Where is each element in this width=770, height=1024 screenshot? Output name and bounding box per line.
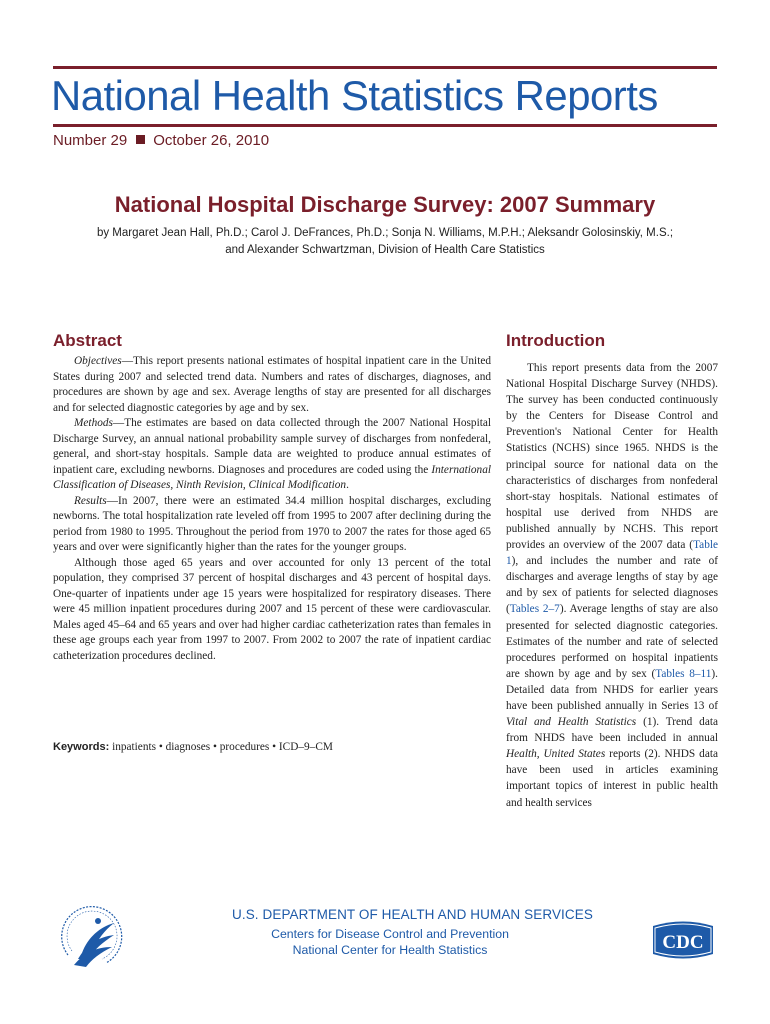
- objectives-text: —This report presents national estimates of hospital inpatient care in the United States during 2007 and selected trend data. Numbers and rates of discharges, diagnoses, and procedures are shown by age and sex. Average lengths of stay are presented for all discharges and for selected diagnostic categories by age and by sex.: [53, 355, 491, 414]
- keywords-list: inpatients • diagnoses • procedures • ICD–9–CM: [112, 741, 333, 753]
- objectives-label: Objectives: [74, 355, 122, 367]
- cdc-logo-text: CDC: [662, 932, 704, 953]
- introduction-heading: Introduction: [506, 331, 606, 350]
- authors-line-1: by Margaret Jean Hall, Ph.D.; Carol J. DeFrances, Ph.D.; Sonja N. Williams, M.P.H.; Aleksandr Golosinskiy, M.S.;: [96, 227, 674, 239]
- authors: [30, 225, 740, 259]
- abstract-paragraph-4: Although those aged 65 years and over accounted for only 13 percent of the total population, they comprised 37 percent of hospital discharges and 43 percent of hospital days. One-quarter of inpatients under age 15 years were hospitalized for respiratory diseases. There were 45 million inpatient procedures during 2007 and 15 percent of these were cardiovascular. Males aged 45–64 and 65 years and over had higher cardiac catheterization rates than females in these age groups each year from 1997 to 2007. From 2002 to 2007 the rate of inpatient cardiac catheterization procedures declined.: [53, 556, 491, 662]
- abstract-heading: Abstract: [53, 331, 122, 350]
- link-tables-2-7[interactable]: Tables 2–7: [509, 603, 560, 616]
- issue-line: [53, 132, 269, 149]
- intro-text-2: ), and includes the number and rate of discharges and average lengths of stay by age and by sex of patients for selected diagnoses (: [506, 555, 718, 616]
- methods-text: —The estimates are based on data collected through the 2007 National Hospital Discharge Survey, an annual national probability sample survey of discharges from nonfederal, general, and short-stay hospitals. Sample data are weighted to produce annual estimates of inpatient care, excluding newborns. Diagnoses and procedures are coded using the: [53, 417, 491, 476]
- intro-text-5: (1). Trend data from NHDS have been included in annual: [506, 716, 718, 745]
- authors-line-2: and Alexander Schwartzman, Division of Health Care Statistics: [225, 244, 545, 256]
- health-united-states-title: Health, United States: [506, 748, 606, 761]
- masthead-rule: [53, 124, 717, 127]
- hhs-department: U.S. DEPARTMENT OF HEALTH AND HUMAN SERVICES: [232, 907, 593, 922]
- issue-number: Number 29: [53, 132, 128, 149]
- methods-label: Methods: [74, 417, 113, 429]
- introduction-paragraph: [506, 360, 718, 811]
- results-label: Results: [74, 494, 107, 507]
- abstract-body: [53, 354, 491, 664]
- cdc-name: Centers for Disease Control and Prevention: [271, 927, 509, 941]
- masthead-title: National Health Statistics Reports: [51, 72, 658, 119]
- link-table-1[interactable]: Table 1: [506, 539, 718, 568]
- hhs-seal-icon: [54, 893, 124, 971]
- abstract-methods: [53, 416, 491, 494]
- keywords: [53, 741, 333, 753]
- square-bullet-icon: [136, 135, 145, 144]
- abstract-results: [53, 494, 491, 556]
- methods-text-end: .: [346, 479, 349, 491]
- nchs-name: National Center for Health Statistics: [292, 943, 488, 957]
- keywords-label: Keywords:: [53, 741, 110, 753]
- intro-text-6: reports (2). NHDS data have been used in articles examining important topics of interest in public health and health services: [506, 748, 718, 809]
- icd-title: International Classification of Diseases, Ninth Revision, Clinical Modification: [53, 463, 491, 491]
- issue-date: October 26, 2010: [153, 132, 270, 149]
- results-text: —In 2007, there were an estimated 34.4 million hospital discharges, excluding newborns. The total hospitalization rate leveled off from 1995 to 2007 after declining during the period from 1980 to 1995. Throughout the period from 1970 to 2007 the rates for those aged 65 years and over were significantly higher than the rates for the younger groups.: [53, 494, 491, 553]
- abstract-objectives: [53, 354, 491, 416]
- link-tables-8-11[interactable]: Tables 8–11: [655, 667, 712, 680]
- intro-text-3: ). Average lengths of stay are also presented for selected diagnostic categories. Estimates of the number and rate of selected procedures performed on hospital inpatients are shown by age and by sex (: [506, 603, 719, 680]
- intro-text-4: ). Detailed data from NHDS for earlier years have been published annually in Series 13 of: [506, 667, 718, 712]
- cdc-logo-icon: [652, 916, 714, 964]
- vital-health-statistics-title: Vital and Health Statistics: [506, 716, 637, 729]
- intro-text-1: This report presents data from the 2007 National Hospital Discharge Survey (NHDS). The survey has been conducted continuously by the Centers for Disease Control and Prevention's National Center for Health Statistics (NCHS) since 1965. NHDS is the principal source for national data on the characteristics of discharges from nonfederal short-stay hospitals. National estimates of hospital use derived from NHDS are published annually by NCHS. This report provides an overview of the 2007 data (: [506, 362, 718, 552]
- introduction-body: [506, 360, 718, 811]
- report-title: National Hospital Discharge Survey: 2007 Summary: [114, 192, 656, 217]
